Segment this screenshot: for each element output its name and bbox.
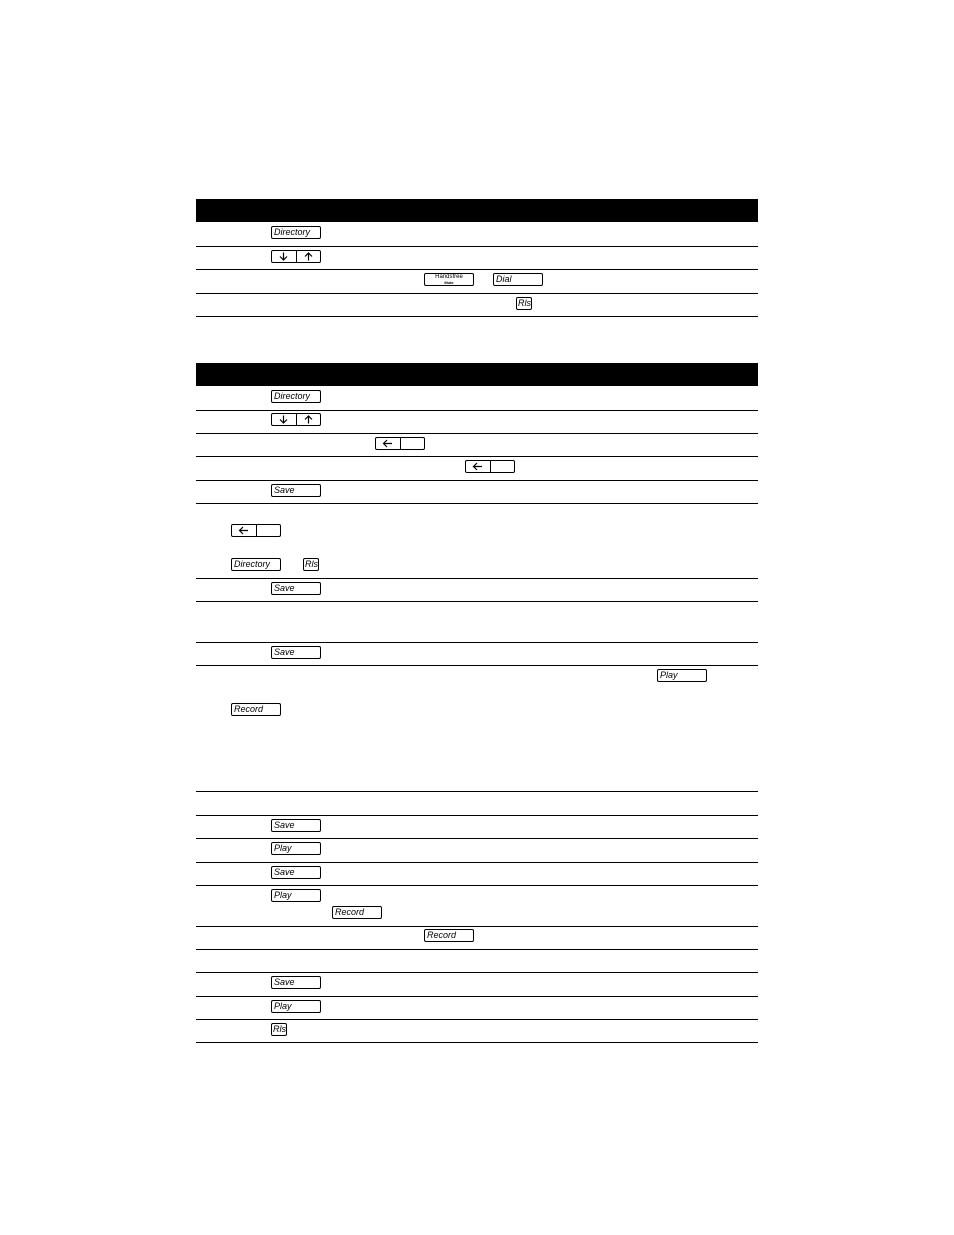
table2-row-divider (196, 503, 758, 504)
table2-row-divider (196, 601, 758, 602)
save-key[interactable]: Save (271, 976, 321, 989)
table2-row-divider (196, 885, 758, 886)
arrow-down-icon (279, 415, 288, 424)
play-key[interactable]: Play (271, 889, 321, 902)
directory-key[interactable]: Directory (231, 558, 281, 571)
table2-row-divider (196, 665, 758, 666)
backspace-key-blank[interactable] (490, 461, 515, 472)
table2-row-divider (196, 480, 758, 481)
table1-row-divider (196, 246, 758, 247)
directory-key[interactable]: Directory (271, 390, 321, 403)
table2-row-divider (196, 972, 758, 973)
arrow-left-icon (472, 462, 483, 471)
table2-row-divider (196, 996, 758, 997)
table2-row-divider (196, 456, 758, 457)
table2-row-divider (196, 410, 758, 411)
dial-key[interactable]: Dial (493, 273, 543, 286)
scroll-up-key[interactable] (296, 414, 321, 425)
table2-row-divider (196, 1019, 758, 1020)
rls-key[interactable]: Rls (273, 1024, 286, 1034)
scroll-up-key[interactable] (296, 251, 321, 262)
backspace-key-arrow[interactable] (376, 438, 400, 449)
table2-row-divider (196, 926, 758, 927)
arrow-left-icon (382, 439, 393, 448)
handsfree-mute-key[interactable] (424, 273, 474, 286)
record-key[interactable]: Record (424, 929, 474, 942)
table1-header-bar (196, 199, 758, 222)
backspace-key[interactable] (465, 460, 515, 473)
arrow-up-icon (304, 415, 313, 424)
table2-row-divider (196, 949, 758, 950)
table2-row-divider (196, 578, 758, 579)
table2-row-divider (196, 815, 758, 816)
save-key[interactable]: Save (271, 866, 321, 879)
play-key[interactable]: Play (271, 842, 321, 855)
table1-row-divider (196, 293, 758, 294)
scroll-keys[interactable] (271, 413, 321, 426)
arrow-left-icon (238, 526, 249, 535)
scroll-down-key[interactable] (272, 414, 296, 425)
handsfree-label: Handsfree (435, 274, 463, 280)
table1-row-divider (196, 269, 758, 270)
table2-row-divider (196, 862, 758, 863)
save-key[interactable]: Save (271, 819, 321, 832)
scroll-keys[interactable] (271, 250, 321, 263)
backspace-key[interactable] (231, 524, 281, 537)
table2-row-divider (196, 642, 758, 643)
play-key[interactable]: Play (271, 1000, 321, 1013)
arrow-down-icon (279, 252, 288, 261)
backspace-key[interactable] (375, 437, 425, 450)
table2-bottom-rule (196, 1042, 758, 1043)
backspace-key-blank[interactable] (400, 438, 425, 449)
table2-row-divider (196, 838, 758, 839)
scroll-down-key[interactable] (272, 251, 296, 262)
save-key[interactable]: Save (271, 582, 321, 595)
table2-header-bar (196, 363, 758, 386)
save-key[interactable]: Save (271, 646, 321, 659)
rls-key[interactable]: Rls (305, 559, 318, 569)
play-key[interactable]: Play (657, 669, 707, 682)
table2-row-divider (196, 791, 758, 792)
table2-row-divider (196, 433, 758, 434)
directory-key[interactable]: Directory (271, 226, 321, 239)
rls-key[interactable]: Rls (518, 298, 531, 308)
table1-bottom-rule (196, 316, 758, 317)
record-key[interactable]: Record (231, 703, 281, 716)
mute-label: Mute (444, 280, 454, 285)
backspace-key-arrow[interactable] (232, 525, 256, 536)
record-key[interactable]: Record (332, 906, 382, 919)
backspace-key-arrow[interactable] (466, 461, 490, 472)
arrow-up-icon (304, 252, 313, 261)
backspace-key-blank[interactable] (256, 525, 281, 536)
save-key[interactable]: Save (271, 484, 321, 497)
